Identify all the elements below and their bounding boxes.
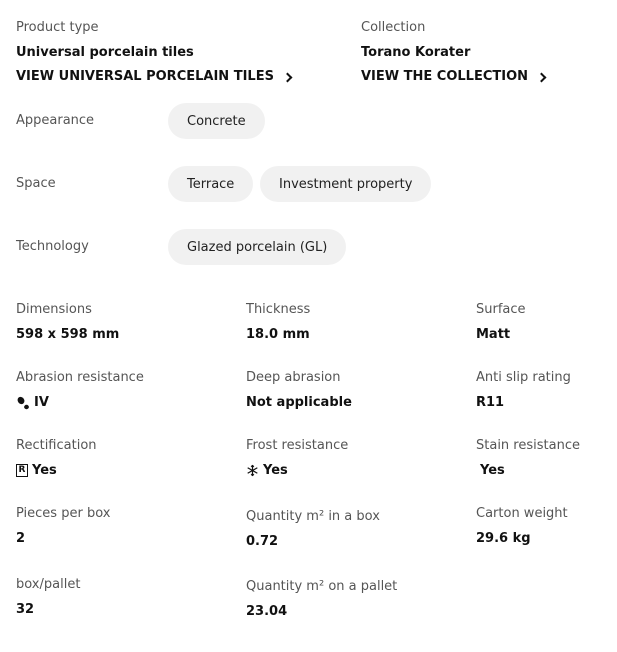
frost-resistance-value: Yes [263, 463, 288, 478]
rectified-icon: R [16, 464, 28, 477]
abrasion-resistance-label: Abrasion resistance [16, 370, 144, 385]
frost-resistance-value-row [246, 463, 288, 478]
stain-resistance-label: Stain resistance [476, 438, 580, 453]
qty-box-label: Quantity m² in a box [246, 509, 380, 524]
dimensions-value: 598 x 598 mm [16, 327, 120, 342]
anti-slip-label: Anti slip rating [476, 370, 571, 385]
pieces-per-box-label: Pieces per box [16, 506, 111, 521]
dimensions-label: Dimensions [16, 302, 92, 317]
frost-resistance-label: Frost resistance [246, 438, 349, 453]
rectification-value-row [16, 463, 57, 478]
qty-pallet-value: 23.04 [246, 604, 288, 619]
view-collection-link-label: VIEW THE COLLECTION [361, 69, 529, 84]
view-product-type-link-label: VIEW UNIVERSAL PORCELAIN TILES [16, 69, 274, 84]
rectification-label: Rectification [16, 438, 97, 453]
carton-weight-label: Carton weight [476, 506, 568, 521]
thickness-value: 18.0 mm [246, 327, 310, 342]
box-pallet-value: 32 [16, 602, 35, 617]
view-collection-link[interactable] [361, 69, 545, 84]
rectification-value: Yes [32, 463, 57, 478]
qty-box-value: 0.72 [246, 534, 279, 549]
surface-value: Matt [476, 327, 511, 342]
qty-pallet-label: Quantity m² on a pallet [246, 579, 398, 594]
box-pallet-label: box/pallet [16, 577, 81, 592]
snowflake-icon [246, 464, 259, 477]
appearance-label: Appearance [16, 113, 95, 128]
chevron-right-icon [537, 72, 547, 82]
thickness-label: Thickness [246, 302, 311, 317]
product-type-value: Universal porcelain tiles [16, 45, 194, 60]
chip-concrete[interactable]: Concrete [168, 103, 265, 139]
view-product-type-link[interactable] [16, 69, 291, 84]
space-label: Space [16, 176, 56, 191]
chip-terrace[interactable]: Terrace [168, 166, 253, 202]
anti-slip-value: R11 [476, 395, 505, 410]
surface-label: Surface [476, 302, 526, 317]
abrasion-resistance-value-row [16, 395, 49, 410]
deep-abrasion-value: Not applicable [246, 395, 352, 410]
chevron-right-icon [282, 72, 292, 82]
deep-abrasion-label: Deep abrasion [246, 370, 341, 385]
chip-glazed-porcelain[interactable]: Glazed porcelain (GL) [168, 229, 346, 265]
carton-weight-value: 29.6 kg [476, 531, 531, 546]
collection-label: Collection [361, 20, 426, 35]
footprint-icon [16, 396, 30, 410]
technology-label: Technology [16, 239, 89, 254]
collection-value: Torano Korater [361, 45, 471, 60]
abrasion-resistance-value: IV [34, 395, 49, 410]
stain-resistance-value: Yes [480, 463, 505, 478]
pieces-per-box-value: 2 [16, 531, 26, 546]
chip-investment-property[interactable]: Investment property [260, 166, 431, 202]
product-type-label: Product type [16, 20, 99, 35]
